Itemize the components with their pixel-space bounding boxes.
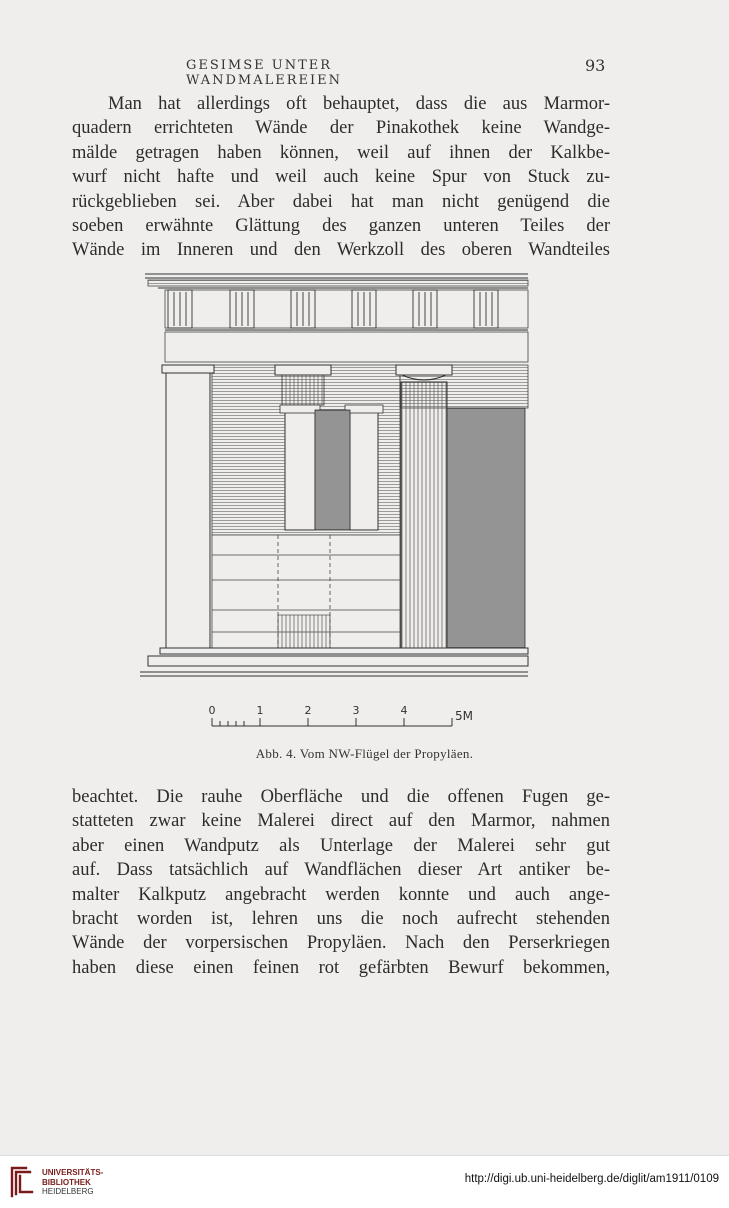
- text-line: wurf nicht hafte und weil auch keine Spur von Stuck zu-: [72, 167, 610, 188]
- text-line: Wände im Inneren und den Werkzoll des oberen Wandteiles: [72, 240, 610, 261]
- text-line: bracht worden ist, lehren uns die noch aufrecht stehenden: [72, 908, 610, 929]
- triglyphs: [168, 290, 498, 328]
- library-line-1: UNIVERSITÄTS-: [42, 1168, 104, 1177]
- text-line: malter Kalkputz angebracht werden konnte und auch ange-: [72, 884, 610, 905]
- scale-label: 2: [304, 704, 312, 717]
- scale-bar: [200, 700, 490, 740]
- text-line: Man hat allerdings oft behauptet, dass die aus Marmor-: [108, 94, 610, 114]
- library-line-3: HEIDELBERG: [42, 1187, 94, 1196]
- scale-label: 5M: [455, 709, 473, 723]
- digitization-footer: [0, 1155, 729, 1208]
- text-line: auf. Dass tatsächlich auf Wandflächen dieser Art antiker be-: [72, 860, 610, 881]
- scale-label: 0: [208, 704, 216, 717]
- text-line: beachtet. Die rauhe Oberfläche und die offenen Fugen ge-: [72, 787, 610, 807]
- scale-label: 3: [352, 704, 360, 717]
- library-name: [42, 1168, 103, 1197]
- text-line: soeben erwähnte Glättung des ganzen unteren Teiles der: [72, 215, 610, 236]
- text-line: quadern errichteten Wände der Pinakothek keine Wandge-: [72, 118, 610, 139]
- source-url-link[interactable]: http://digi.ub.uni-heidelberg.de/diglit/am1911/0109: [464, 1173, 719, 1185]
- library-line-2: BIBLIOTHEK: [42, 1177, 91, 1187]
- text-line: mälde getragen haben können, weil auf ihnen der Kalkbe-: [72, 142, 610, 163]
- page-number: 93: [585, 56, 606, 75]
- scale-bar-graphic: [200, 700, 490, 740]
- text-line: aber einen Wandputz als Unterlage der Malerei sehr gut: [72, 835, 610, 856]
- paragraph-1: [72, 94, 610, 265]
- library-logo-icon: [6, 1164, 38, 1200]
- scale-label: 1: [256, 704, 264, 717]
- figure-caption: Abb. 4. Vom NW-Flügel der Propyläen.: [255, 746, 474, 761]
- text-line: Wände der vorpersischen Propyläen. Nach den Perserkriegen: [72, 933, 610, 954]
- scale-label: 4: [400, 704, 408, 717]
- text-line: statteten zwar keine Malerei direct auf den Marmor, nahmen: [72, 811, 610, 832]
- propylaea-elevation-drawing: [140, 270, 530, 690]
- paragraph-2: [72, 787, 610, 982]
- text-line: rückgeblieben sei. Aber dabei hat man nicht genügend die: [72, 191, 610, 212]
- running-title: GESIMSE UNTER WANDMALEREIEN: [186, 58, 342, 88]
- text-line: haben diese einen feinen rot gefärbten Bewurf bekommen,: [72, 957, 610, 978]
